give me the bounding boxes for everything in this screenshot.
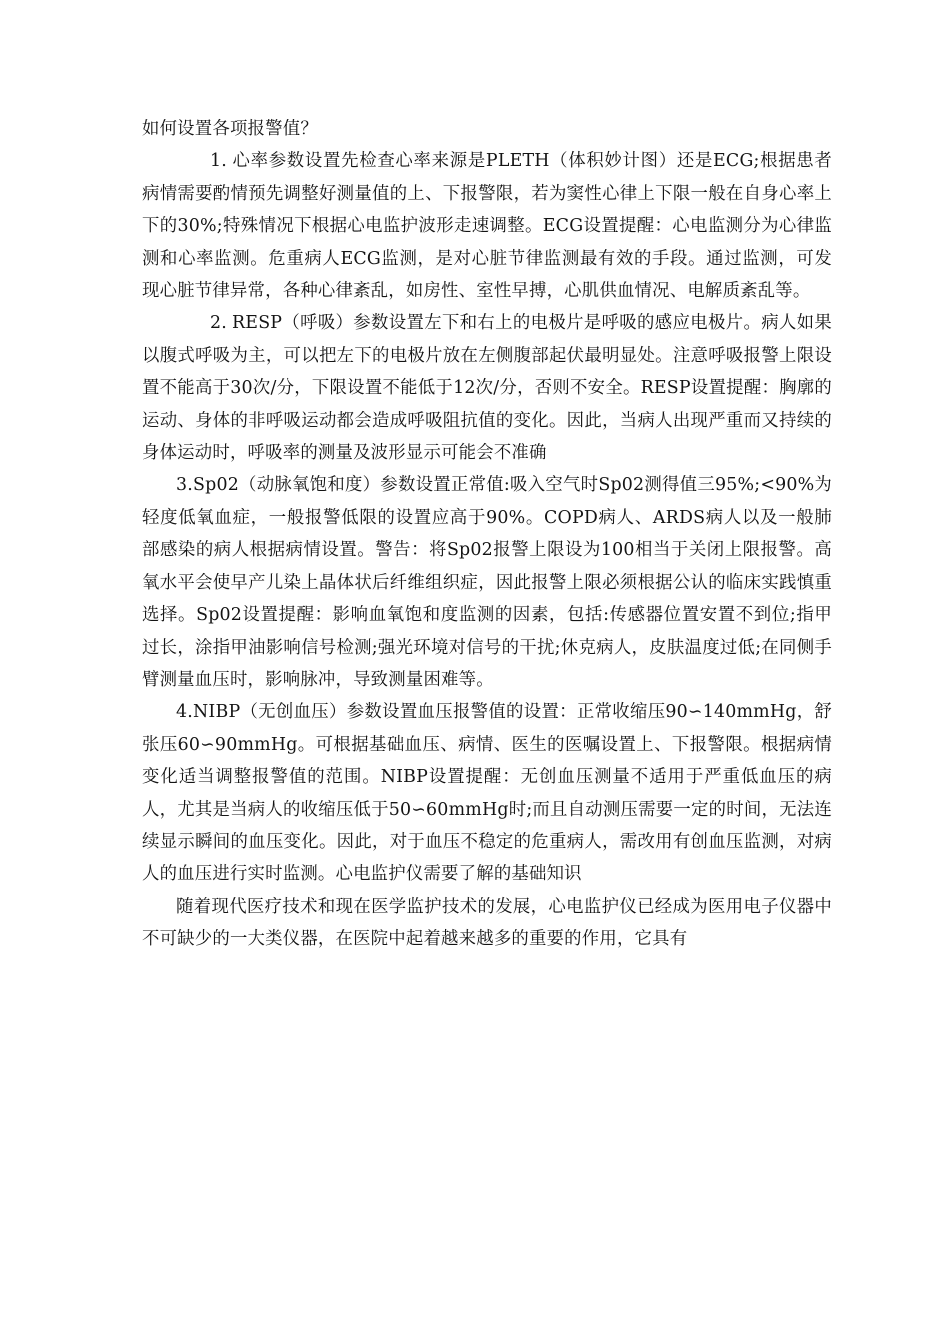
numbered-paragraph-1 [142, 145, 832, 307]
document-body [142, 113, 832, 956]
paragraph-spo2: 3.Sp02（动脉氧饱和度）参数设置正常值:吸入空气时Sp02测得值三95%;<90%为轻度低氧血症，一般报警低限的设置应高于90%。COPD病人、ARDS病人以及一般肺部感染的病人根据病情设置。警告：将Sp02报警上限设为100相当于关闭上限报警。高氧水平会使早产儿染上晶体状后纤维组织症，因此报警上限必须根据公认的临床实践慎重选择。Sp02设置提醒：影响血氧饱和度监测的因素，包括:传感器位置安置不到位;指甲过长，涂指甲油影响信号检测;强光环境对信号的干扰;休克病人，皮肤温度过低;在同侧手臂测量血压时，影响脉冲，导致测量困难等。 [142, 475, 832, 690]
item-number: 2. [210, 313, 227, 334]
section-heading: 如何设置各项报警值？ [142, 119, 318, 139]
item-text: RESP（呼吸）参数设置左下和右上的电极片是呼吸的感应电极片。病人如果以腹式呼吸为主，可以把左下的电极片放在左侧腹部起伏最明显处。注意呼吸报警上限设置不能高于30次/分，下限设置不能低于12次/分，否则不安全。RESP设置提醒：胸廓的运动、身体的非呼吸运动都会造成呼吸阻抗值的变化。因此，当病人出现严重而又持续的身体运动时，呼吸率的测量及波形显示可能会不准确 [142, 313, 832, 464]
item-number: 1. [210, 151, 227, 172]
numbered-paragraph-2 [142, 307, 832, 469]
paragraph-nibp: 4.NIBP（无创血压）参数设置血压报警值的设置：正常收缩压90∽140mmHg，舒张压60∽90mmHg。可根据基础血压、病情、医生的医嘱设置上、下报警限。根据病情变化适当调整报警值的范围。NIBP设置提醒：无创血压测量不适用于严重低血压的病人，尤其是当病人的收缩压低于50∽60mmHg时;而且自动测压需要一定的时间，无法连续显示瞬间的血压变化。因此，对于血压不稳定的危重病人，需改用有创血压监测，对病人的血压进行实时监测。心电监护仪需要了解的基础知识 [142, 702, 832, 885]
item-text: 心率参数设置先检查心率来源是PLETH（体积妙计图）还是ECG;根据患者病情需要酌情预先调整好测量值的上、下报警限，若为窦性心律上下限一般在自身心率上下的30%;特殊情况下根据心电监护波形走速调整。ECG设置提醒：心电监测分为心律监测和心率监测。危重病人ECG监测，是对心脏节律监测最有效的手段。通过监测，可发现心脏节律异常，各种心律紊乱，如房性、室性早搏，心肌供血情况、电解质紊乱等。 [142, 151, 832, 302]
paragraph-intro-monitor: 随着现代医疗技术和现在医学监护技术的发展，心电监护仪已经成为医用电子仪器中不可缺少的一大类仪器，在医院中起着越来越多的重要的作用，它具有 [142, 896, 832, 950]
